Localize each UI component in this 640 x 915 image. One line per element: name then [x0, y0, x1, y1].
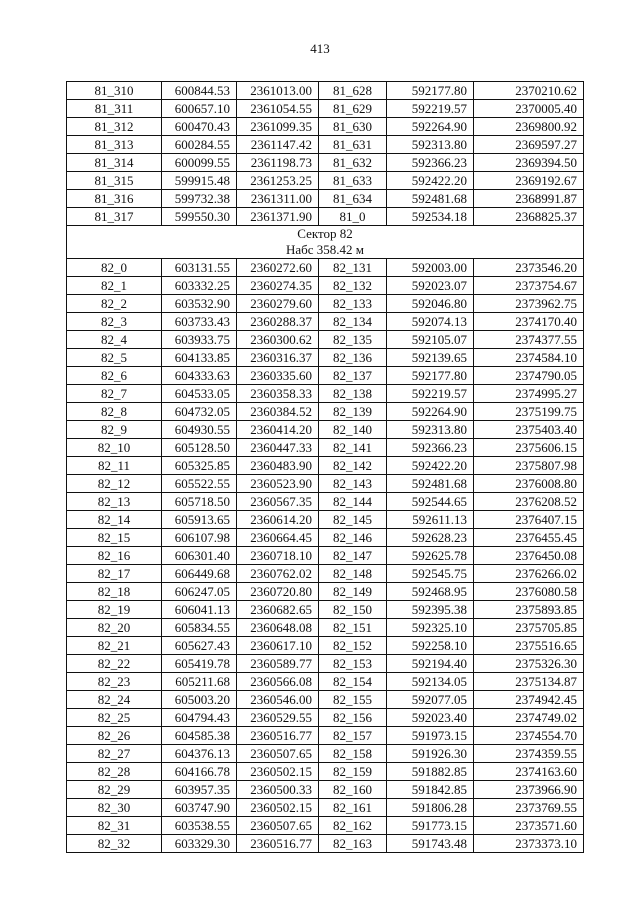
- point-id-right: 81_632: [319, 154, 387, 172]
- y-right: 2374554.70: [474, 727, 584, 745]
- table-row: [67, 835, 584, 853]
- y-left: 2360447.33: [237, 439, 319, 457]
- x-left: 603332.25: [162, 277, 237, 295]
- section-title: Сектор 82: [297, 226, 353, 241]
- point-id-right: 82_153: [319, 655, 387, 673]
- x-right: 592422.20: [387, 172, 474, 190]
- y-right: 2375326.30: [474, 655, 584, 673]
- y-left: 2360335.60: [237, 367, 319, 385]
- y-right: 2373769.55: [474, 799, 584, 817]
- x-left: 606247.05: [162, 583, 237, 601]
- point-id-right: 82_150: [319, 601, 387, 619]
- x-left: 606449.68: [162, 565, 237, 583]
- point-id-left: 82_21: [67, 637, 162, 655]
- point-id-right: 82_142: [319, 457, 387, 475]
- y-right: 2375606.15: [474, 439, 584, 457]
- point-id-right: 82_163: [319, 835, 387, 853]
- x-right: 592074.13: [387, 313, 474, 331]
- point-id-left: 81_316: [67, 190, 162, 208]
- point-id-left: 82_30: [67, 799, 162, 817]
- x-right: 592177.80: [387, 82, 474, 100]
- y-left: 2361054.55: [237, 100, 319, 118]
- point-id-right: 82_132: [319, 277, 387, 295]
- x-left: 603933.75: [162, 331, 237, 349]
- point-id-right: 82_161: [319, 799, 387, 817]
- table-row: [67, 673, 584, 691]
- x-right: 592194.40: [387, 655, 474, 673]
- y-left: 2361198.73: [237, 154, 319, 172]
- y-left: 2360502.15: [237, 799, 319, 817]
- point-id-right: 82_159: [319, 763, 387, 781]
- point-id-right: 81_630: [319, 118, 387, 136]
- point-id-right: 81_634: [319, 190, 387, 208]
- page-number: 413: [310, 41, 330, 56]
- table-row: [67, 331, 584, 349]
- point-id-right: 82_148: [319, 565, 387, 583]
- y-right: 2375893.85: [474, 601, 584, 619]
- point-id-right: 82_144: [319, 493, 387, 511]
- y-left: 2360300.62: [237, 331, 319, 349]
- x-right: 591882.85: [387, 763, 474, 781]
- table-row: [67, 100, 584, 118]
- y-right: 2375516.65: [474, 637, 584, 655]
- sector-82-rows: [67, 259, 584, 853]
- table-row: [67, 691, 584, 709]
- y-left: 2361311.00: [237, 190, 319, 208]
- table-row: [67, 259, 584, 277]
- point-id-left: 82_12: [67, 475, 162, 493]
- point-id-left: 82_6: [67, 367, 162, 385]
- x-left: 605419.78: [162, 655, 237, 673]
- point-id-right: 82_138: [319, 385, 387, 403]
- x-left: 605522.55: [162, 475, 237, 493]
- y-right: 2374942.45: [474, 691, 584, 709]
- y-left: 2360358.33: [237, 385, 319, 403]
- x-right: 591806.28: [387, 799, 474, 817]
- y-right: 2375705.85: [474, 619, 584, 637]
- point-id-right: 82_152: [319, 637, 387, 655]
- y-right: 2375134.87: [474, 673, 584, 691]
- point-id-left: 82_10: [67, 439, 162, 457]
- point-id-left: 82_15: [67, 529, 162, 547]
- table-row: [67, 565, 584, 583]
- y-right: 2374163.60: [474, 763, 584, 781]
- x-left: 599732.38: [162, 190, 237, 208]
- y-right: 2374995.27: [474, 385, 584, 403]
- x-left: 603747.90: [162, 799, 237, 817]
- y-right: 2370005.40: [474, 100, 584, 118]
- y-left: 2361099.35: [237, 118, 319, 136]
- section-header-row: [67, 226, 584, 259]
- y-left: 2360500.33: [237, 781, 319, 799]
- y-right: 2368825.37: [474, 208, 584, 226]
- point-id-left: 81_314: [67, 154, 162, 172]
- y-right: 2376455.45: [474, 529, 584, 547]
- point-id-right: 82_158: [319, 745, 387, 763]
- x-right: 592258.10: [387, 637, 474, 655]
- table-row: [67, 529, 584, 547]
- point-id-right: 82_136: [319, 349, 387, 367]
- table-row: [67, 583, 584, 601]
- table-row: [67, 745, 584, 763]
- x-left: 605718.50: [162, 493, 237, 511]
- point-id-left: 82_7: [67, 385, 162, 403]
- y-left: 2360566.08: [237, 673, 319, 691]
- table-row: [67, 511, 584, 529]
- table-row: [67, 637, 584, 655]
- y-left: 2360507.65: [237, 745, 319, 763]
- point-id-left: 82_2: [67, 295, 162, 313]
- y-left: 2360664.45: [237, 529, 319, 547]
- y-left: 2360279.60: [237, 295, 319, 313]
- x-left: 605913.65: [162, 511, 237, 529]
- point-id-right: 81_631: [319, 136, 387, 154]
- x-left: 603538.55: [162, 817, 237, 835]
- y-left: 2360567.35: [237, 493, 319, 511]
- y-right: 2376208.52: [474, 493, 584, 511]
- x-left: 603733.43: [162, 313, 237, 331]
- y-left: 2361371.90: [237, 208, 319, 226]
- y-right: 2374584.10: [474, 349, 584, 367]
- x-left: 600470.43: [162, 118, 237, 136]
- x-right: 592481.68: [387, 475, 474, 493]
- x-left: 603329.30: [162, 835, 237, 853]
- y-right: 2370210.62: [474, 82, 584, 100]
- x-right: 592219.57: [387, 385, 474, 403]
- point-id-left: 81_315: [67, 172, 162, 190]
- point-id-left: 82_28: [67, 763, 162, 781]
- x-right: 591743.48: [387, 835, 474, 853]
- x-left: 605325.85: [162, 457, 237, 475]
- x-right: 592468.95: [387, 583, 474, 601]
- point-id-left: 82_25: [67, 709, 162, 727]
- point-id-right: 82_133: [319, 295, 387, 313]
- coordinates-table: [66, 81, 584, 853]
- point-id-left: 82_8: [67, 403, 162, 421]
- point-id-left: 82_5: [67, 349, 162, 367]
- x-right: 592313.80: [387, 421, 474, 439]
- table-row: [67, 277, 584, 295]
- table-row: [67, 601, 584, 619]
- x-left: 605003.20: [162, 691, 237, 709]
- x-right: 592366.23: [387, 439, 474, 457]
- point-id-right: 82_160: [319, 781, 387, 799]
- y-left: 2360414.20: [237, 421, 319, 439]
- point-id-right: 81_633: [319, 172, 387, 190]
- point-id-left: 82_16: [67, 547, 162, 565]
- point-id-left: 82_31: [67, 817, 162, 835]
- y-right: 2376407.15: [474, 511, 584, 529]
- x-right: 591773.15: [387, 817, 474, 835]
- point-id-right: 82_140: [319, 421, 387, 439]
- point-id-right: 82_145: [319, 511, 387, 529]
- point-id-left: 82_29: [67, 781, 162, 799]
- y-left: 2360617.10: [237, 637, 319, 655]
- point-id-left: 82_24: [67, 691, 162, 709]
- y-right: 2373754.67: [474, 277, 584, 295]
- x-right: 592105.07: [387, 331, 474, 349]
- x-left: 604133.85: [162, 349, 237, 367]
- x-left: 605211.68: [162, 673, 237, 691]
- point-id-right: 82_139: [319, 403, 387, 421]
- y-right: 2376266.02: [474, 565, 584, 583]
- y-left: 2360762.02: [237, 565, 319, 583]
- x-left: 600099.55: [162, 154, 237, 172]
- y-left: 2360507.65: [237, 817, 319, 835]
- point-id-left: 82_22: [67, 655, 162, 673]
- y-right: 2374749.02: [474, 709, 584, 727]
- x-left: 600284.55: [162, 136, 237, 154]
- x-right: 592134.05: [387, 673, 474, 691]
- y-right: 2376080.58: [474, 583, 584, 601]
- y-left: 2360523.90: [237, 475, 319, 493]
- x-right: 592177.80: [387, 367, 474, 385]
- table-row: [67, 403, 584, 421]
- table-row: [67, 421, 584, 439]
- x-right: 592139.65: [387, 349, 474, 367]
- y-right: 2374790.05: [474, 367, 584, 385]
- x-right: 592219.57: [387, 100, 474, 118]
- point-id-left: 82_32: [67, 835, 162, 853]
- x-right: 592544.65: [387, 493, 474, 511]
- point-id-right: 82_141: [319, 439, 387, 457]
- y-left: 2360384.52: [237, 403, 319, 421]
- x-right: 592422.20: [387, 457, 474, 475]
- point-id-right: 82_137: [319, 367, 387, 385]
- y-left: 2360546.00: [237, 691, 319, 709]
- point-id-right: 82_143: [319, 475, 387, 493]
- point-id-left: 82_9: [67, 421, 162, 439]
- y-right: 2369192.67: [474, 172, 584, 190]
- section-elevation: Набс 358.42 м: [285, 242, 365, 257]
- x-right: 592077.05: [387, 691, 474, 709]
- table-row: [67, 655, 584, 673]
- x-left: 605834.55: [162, 619, 237, 637]
- x-right: 592366.23: [387, 154, 474, 172]
- table-row: [67, 154, 584, 172]
- y-left: 2360316.37: [237, 349, 319, 367]
- y-left: 2360274.35: [237, 277, 319, 295]
- point-id-left: 82_17: [67, 565, 162, 583]
- table-row: [67, 439, 584, 457]
- x-left: 606301.40: [162, 547, 237, 565]
- x-left: 604930.55: [162, 421, 237, 439]
- x-left: 603532.90: [162, 295, 237, 313]
- x-left: 604166.78: [162, 763, 237, 781]
- table-row: [67, 493, 584, 511]
- x-right: 592264.90: [387, 118, 474, 136]
- point-id-left: 82_18: [67, 583, 162, 601]
- y-right: 2368991.87: [474, 190, 584, 208]
- x-right: 592046.80: [387, 295, 474, 313]
- point-id-right: 82_154: [319, 673, 387, 691]
- sector-81-rows: [67, 82, 584, 226]
- y-right: 2373571.60: [474, 817, 584, 835]
- x-left: 600844.53: [162, 82, 237, 100]
- x-right: 591973.15: [387, 727, 474, 745]
- y-right: 2369800.92: [474, 118, 584, 136]
- y-left: 2360718.10: [237, 547, 319, 565]
- section-header-cell: [67, 226, 584, 259]
- table-row: [67, 385, 584, 403]
- y-right: 2376450.08: [474, 547, 584, 565]
- table-row: [67, 727, 584, 745]
- table-row: [67, 709, 584, 727]
- x-left: 599550.30: [162, 208, 237, 226]
- point-id-right: 82_134: [319, 313, 387, 331]
- x-right: 592611.13: [387, 511, 474, 529]
- x-right: 592325.10: [387, 619, 474, 637]
- table-row: [67, 457, 584, 475]
- table-row: [67, 313, 584, 331]
- y-right: 2375403.40: [474, 421, 584, 439]
- y-right: 2369597.27: [474, 136, 584, 154]
- y-left: 2360614.20: [237, 511, 319, 529]
- point-id-right: 82_151: [319, 619, 387, 637]
- y-left: 2361147.42: [237, 136, 319, 154]
- y-right: 2376008.80: [474, 475, 584, 493]
- x-right: 591842.85: [387, 781, 474, 799]
- y-left: 2360288.37: [237, 313, 319, 331]
- x-right: 591926.30: [387, 745, 474, 763]
- x-right: 592628.23: [387, 529, 474, 547]
- point-id-right: 82_156: [319, 709, 387, 727]
- table-row: [67, 118, 584, 136]
- y-right: 2373962.75: [474, 295, 584, 313]
- x-right: 592264.90: [387, 403, 474, 421]
- y-right: 2374170.40: [474, 313, 584, 331]
- y-right: 2374377.55: [474, 331, 584, 349]
- point-id-left: 82_4: [67, 331, 162, 349]
- table-row: [67, 295, 584, 313]
- table-row: [67, 781, 584, 799]
- y-left: 2360272.60: [237, 259, 319, 277]
- section-header: [67, 226, 584, 259]
- y-left: 2360516.77: [237, 835, 319, 853]
- point-id-right: 82_155: [319, 691, 387, 709]
- x-left: 604533.05: [162, 385, 237, 403]
- x-left: 604333.63: [162, 367, 237, 385]
- x-left: 604585.38: [162, 727, 237, 745]
- point-id-left: 82_11: [67, 457, 162, 475]
- y-left: 2360720.80: [237, 583, 319, 601]
- point-id-left: 82_20: [67, 619, 162, 637]
- x-right: 592395.38: [387, 601, 474, 619]
- point-id-right: 82_157: [319, 727, 387, 745]
- x-right: 592023.07: [387, 277, 474, 295]
- x-left: 605128.50: [162, 439, 237, 457]
- x-left: 599915.48: [162, 172, 237, 190]
- point-id-right: 82_131: [319, 259, 387, 277]
- point-id-left: 82_13: [67, 493, 162, 511]
- y-left: 2360483.90: [237, 457, 319, 475]
- table-row: [67, 82, 584, 100]
- table-row: [67, 763, 584, 781]
- table-row: [67, 799, 584, 817]
- point-id-right: 82_162: [319, 817, 387, 835]
- table-row: [67, 817, 584, 835]
- x-right: 592534.18: [387, 208, 474, 226]
- point-id-left: 81_311: [67, 100, 162, 118]
- point-id-left: 81_310: [67, 82, 162, 100]
- point-id-right: 82_149: [319, 583, 387, 601]
- y-left: 2360648.08: [237, 619, 319, 637]
- point-id-left: 82_19: [67, 601, 162, 619]
- y-right: 2374359.55: [474, 745, 584, 763]
- x-right: 592545.75: [387, 565, 474, 583]
- point-id-left: 81_317: [67, 208, 162, 226]
- point-id-right: 81_628: [319, 82, 387, 100]
- point-id-right: 81_629: [319, 100, 387, 118]
- y-right: 2369394.50: [474, 154, 584, 172]
- point-id-right: 81_0: [319, 208, 387, 226]
- y-right: 2373546.20: [474, 259, 584, 277]
- point-id-left: 82_26: [67, 727, 162, 745]
- table-row: [67, 367, 584, 385]
- x-left: 604732.05: [162, 403, 237, 421]
- x-left: 606041.13: [162, 601, 237, 619]
- y-right: 2373373.10: [474, 835, 584, 853]
- point-id-left: 81_312: [67, 118, 162, 136]
- x-left: 604794.43: [162, 709, 237, 727]
- x-left: 603131.55: [162, 259, 237, 277]
- y-left: 2361013.00: [237, 82, 319, 100]
- table-row: [67, 190, 584, 208]
- point-id-left: 82_23: [67, 673, 162, 691]
- y-left: 2360529.55: [237, 709, 319, 727]
- point-id-left: 82_27: [67, 745, 162, 763]
- table-row: [67, 136, 584, 154]
- y-right: 2375199.75: [474, 403, 584, 421]
- y-left: 2360682.65: [237, 601, 319, 619]
- table-row: [67, 208, 584, 226]
- point-id-left: 82_3: [67, 313, 162, 331]
- point-id-right: 82_135: [319, 331, 387, 349]
- point-id-left: 82_1: [67, 277, 162, 295]
- table-row: [67, 475, 584, 493]
- table-row: [67, 349, 584, 367]
- y-right: 2375807.98: [474, 457, 584, 475]
- x-right: 592625.78: [387, 547, 474, 565]
- y-left: 2360516.77: [237, 727, 319, 745]
- point-id-right: 82_146: [319, 529, 387, 547]
- table-row: [67, 547, 584, 565]
- x-right: 592481.68: [387, 190, 474, 208]
- y-left: 2360502.15: [237, 763, 319, 781]
- x-left: 604376.13: [162, 745, 237, 763]
- y-left: 2360589.77: [237, 655, 319, 673]
- point-id-left: 81_313: [67, 136, 162, 154]
- table-row: [67, 172, 584, 190]
- x-left: 606107.98: [162, 529, 237, 547]
- x-right: 592313.80: [387, 136, 474, 154]
- x-left: 600657.10: [162, 100, 237, 118]
- point-id-right: 82_147: [319, 547, 387, 565]
- table-row: [67, 619, 584, 637]
- y-left: 2361253.25: [237, 172, 319, 190]
- y-right: 2373966.90: [474, 781, 584, 799]
- x-left: 603957.35: [162, 781, 237, 799]
- x-left: 605627.43: [162, 637, 237, 655]
- x-right: 592003.00: [387, 259, 474, 277]
- point-id-left: 82_14: [67, 511, 162, 529]
- x-right: 592023.40: [387, 709, 474, 727]
- point-id-left: 82_0: [67, 259, 162, 277]
